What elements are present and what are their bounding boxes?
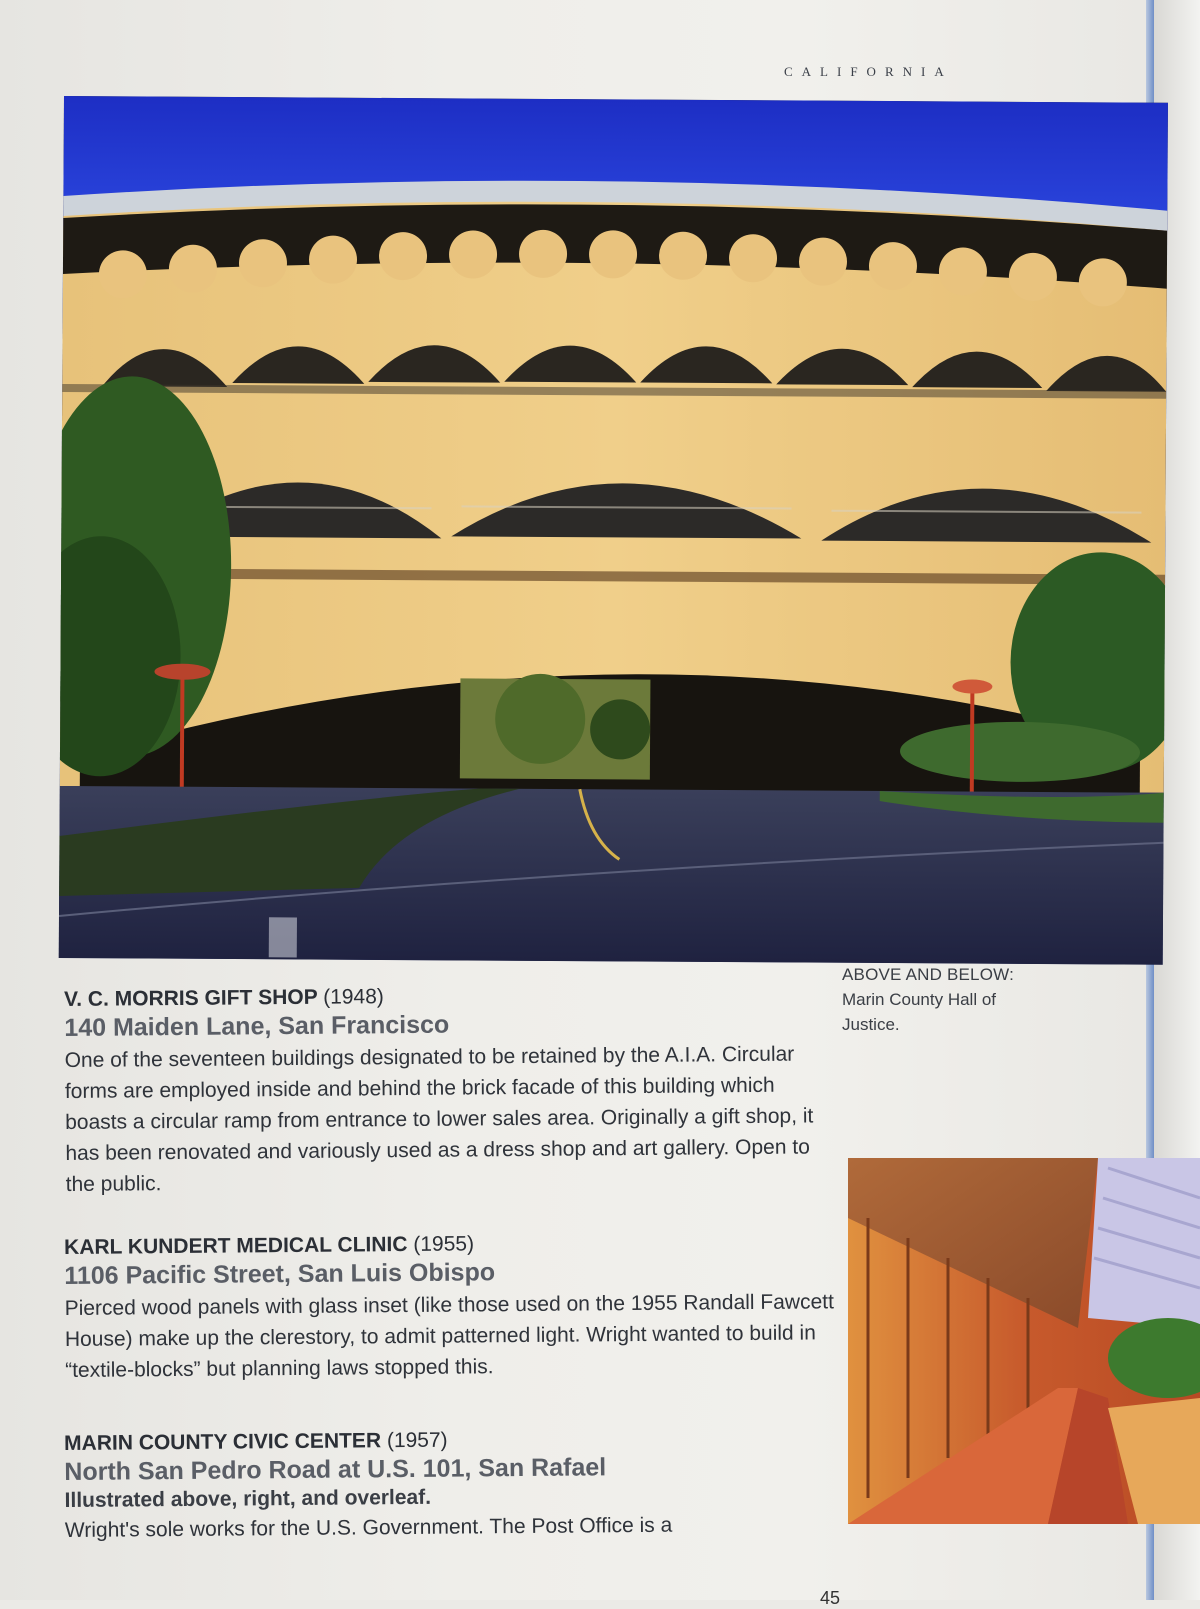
entry-address: 140 Maiden Lane, San Francisco	[64, 1010, 450, 1042]
entry-vc-morris-gift-shop	[64, 981, 836, 1200]
caption-heading: ABOVE AND BELOW:	[842, 965, 1014, 984]
entry-year: (1955)	[413, 1232, 475, 1256]
photo-marin-civic-center-corridor	[848, 1158, 1200, 1524]
entry-year: (1948)	[323, 985, 384, 1009]
entry-karl-kundert-medical-clinic	[64, 1229, 835, 1386]
entry-illustration-note: Illustrated above, right, and overleaf.	[64, 1485, 432, 1512]
entry-name: V. C. MORRIS GIFT SHOP	[64, 985, 318, 1011]
entry-body: Wright's sole works for the U.S. Government. The Post Office is a	[64, 1513, 673, 1542]
caption-text: Marin County Hall of Justice.	[842, 990, 997, 1034]
entry-name: KARL KUNDERT MEDICAL CLINIC	[64, 1233, 408, 1259]
entry-address: 1106 Pacific Street, San Luis Obispo	[64, 1258, 496, 1290]
photo-marin-civic-center-exterior	[59, 96, 1168, 965]
entry-year: (1957)	[386, 1428, 448, 1453]
entry-address: North San Pedro Road at U.S. 101, San Rafael	[64, 1453, 607, 1486]
entry-name: MARIN COUNTY CIVIC CENTER	[64, 1429, 382, 1455]
running-head: CALIFORNIA	[784, 64, 953, 79]
photo-caption	[842, 962, 1052, 1037]
page-number: 45	[820, 1588, 841, 1608]
entry-marin-county-civic-center	[64, 1425, 835, 1546]
entry-body: Pierced wood panels with glass inset (like those used on the 1955 Randall Fawcett House) make up the clerestory, to admit patterned light. Wright wanted to build in “textile-blocks” but planning laws stopped this.	[64, 1290, 834, 1382]
entry-body: One of the seventeen buildings designated to be retained by the A.I.A. Circular forms are employed inside and behind the brick facade of this building which boasts a circular ramp from entrance to lower sales area. Originally a gift shop, it has been renovated and variously used as a dress shop and art gallery. Open to the public.	[64, 1042, 814, 1196]
